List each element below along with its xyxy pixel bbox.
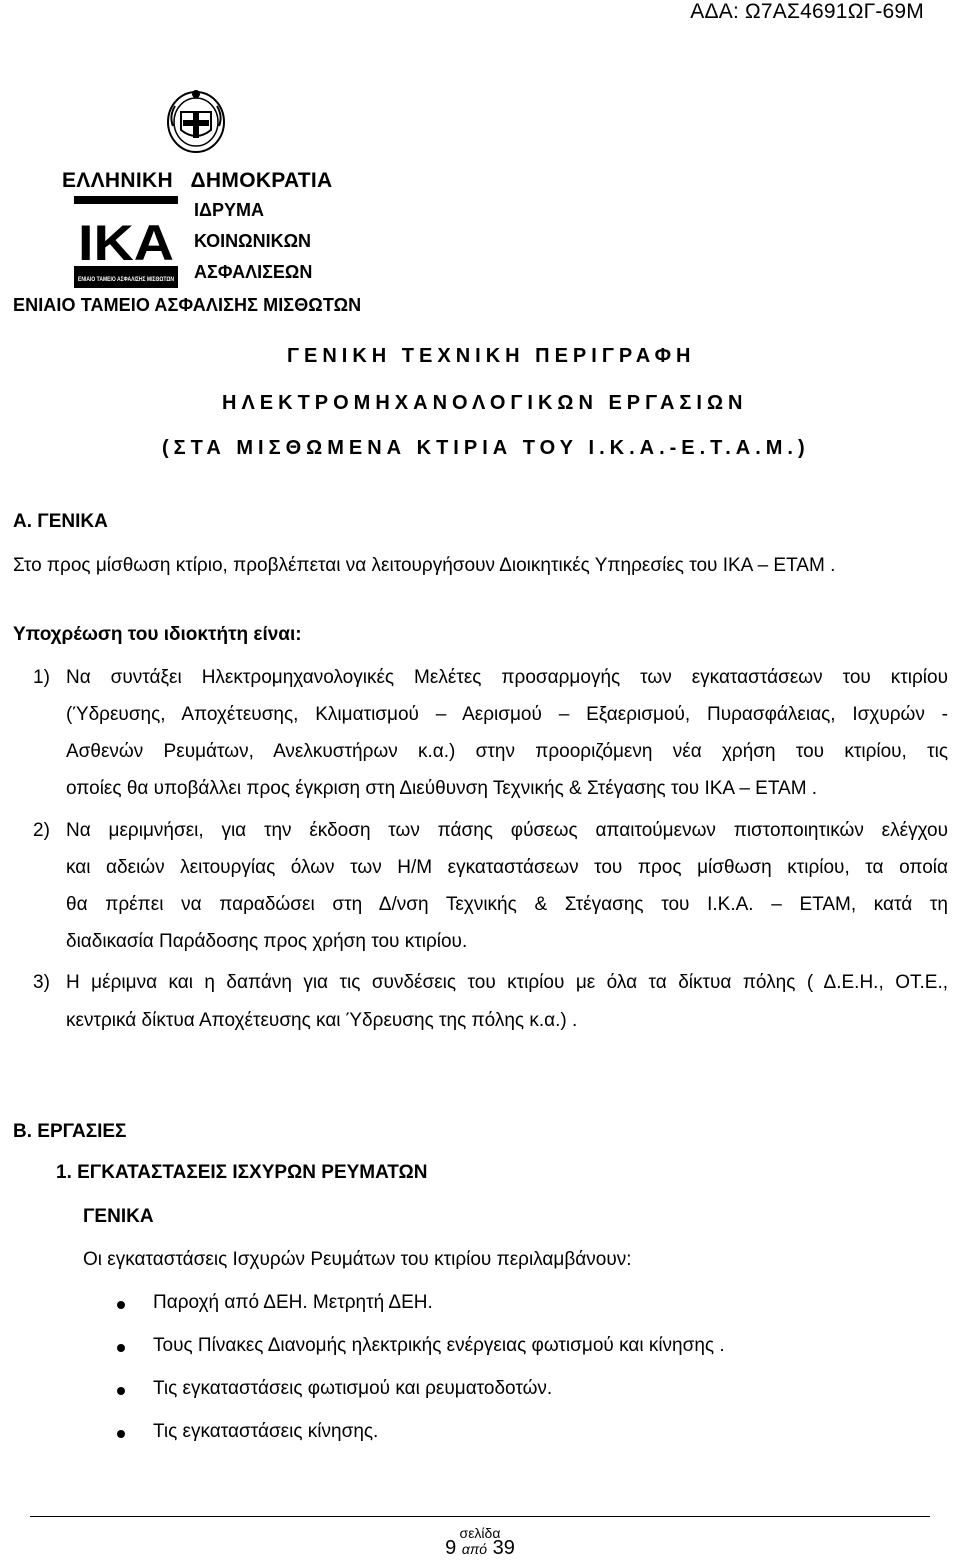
page-label: σελίδα [459,1525,501,1541]
item-3-number: 3) [33,972,50,993]
list-item: Τους Πίνακες Διανομής ηλεκτρικής ενέργειας φωτισμού και κίνησης . [153,1335,725,1356]
doc-title-line-2: ΗΛΕΚΤΡΟΜΗΧΑΝΟΛΟΓΙΚΩΝ ΕΡΓΑΣΙΩΝ [222,392,748,414]
item-1-line: (Ύδρευσης, Αποχέτευσης, Κλιματισμού – Αερισμού – Εξαερισμού, Πυρασφάλειας, Ισχυρών - [66,704,948,725]
bullet-icon [117,1344,125,1352]
page-of: από [461,1541,488,1557]
section-a-intro: Στο προς μίσθωση κτίριο, προβλέπεται να λειτουργήσουν Διοικητικές Υπηρεσίες του ΙΚΑ – ΕΤΑΜ . [13,555,836,576]
org-line-3: ΑΣΦΑΛΙΣΕΩΝ [194,262,313,282]
country-name: ΕΛΛΗΝΙΚΗ ΔΗΜΟΚΡΑΤΙΑ [62,169,333,192]
footer-divider [30,1516,930,1517]
page-current: 9 [445,1537,457,1559]
ada-code: ΑΔΑ: Ω7ΑΣ4691ΩΓ-69Μ [690,0,924,23]
fund-name: ΕΝΙΑΙΟ ΤΑΜΕΙΟ ΑΣΦΑΛΙΣΗΣ ΜΙΣΘΩΤΩΝ [13,295,362,315]
item-1-number: 1) [33,667,50,688]
section-a-heading: Α. ΓΕΝΙΚΑ [13,511,108,532]
doc-title-line-1: ΓΕΝΙΚΗ ΤΕΧΝΙΚΗ ΠΕΡΙΓΡΑΦΗ [287,345,696,367]
item-2-number: 2) [33,820,50,841]
bullet-icon [117,1430,125,1438]
org-line-2: ΚΟΙΝΩΝΙΚΩΝ [194,231,312,251]
item-3-line: Η μέριμνα και η δαπάνη για τις συνδέσεις του κτιρίου με όλα τα δίκτυα πόλης ( Δ.Ε.Η., ΟΤ.Ε., [66,972,948,993]
obligation-heading: Υποχρέωση του ιδιοκτήτη είναι: [13,624,302,645]
item-1-line: Να συντάξει Ηλεκτρομηχανολογικές Μελέτες προσαρμογής των εγκαταστάσεων του κτιρίου [66,667,948,688]
doc-title-line-3: (ΣΤΑ ΜΙΣΘΩΜΕΝΑ ΚΤΙΡΙΑ ΤΟΥ Ι.Κ.Α.-Ε.Τ.Α.Μ.) [162,437,810,459]
item-1-line: οποίες θα υποβάλλει προς έγκριση στη Διεύθυνση Τεχνικής & Στέγασης του ΙΚΑ – ΕΤΑΜ . [66,778,818,799]
item-3-line: κεντρικά δίκτυα Αποχέτευσης και Ύδρευσης της πόλης κ.α.) . [66,1010,578,1031]
section-b-subheading: 1. ΕΓΚΑΤΑΣΤΑΣΕΙΣ ΙΣΧΥΡΩΝ ΡΕΥΜΑΤΩΝ [56,1162,428,1183]
item-1-line: Ασθενών Ρευμάτων, Ανελκυστήρων κ.α.) στην προοριζόμενη νέα χρήση του κτιρίου, τις [66,741,948,762]
page-total: 39 [492,1537,515,1559]
item-2-line: θα πρέπει να παραδώσει στη Δ/νση Τεχνικής & Στέγασης του Ι.Κ.Α. – ΕΤΑΜ, κατά τη [66,894,948,915]
item-2-line: διαδικασία Παράδοσης προς χρήση του κτιρίου. [66,931,468,952]
list-item: Τις εγκαταστάσεις κίνησης. [153,1421,379,1442]
page-number [0,1537,960,1560]
org-line-1: ΙΔΡΥΜΑ [194,200,264,220]
svg-text:ΕΝΙΑΙΟ ΤΑΜΕΙΟ ΑΣΦΑΛΙΣΗΣ ΜΙΣΘΩΤ: ΕΝΙΑΙΟ ΤΑΜΕΙΟ ΑΣΦΑΛΙΣΗΣ ΜΙΣΘΩΤΩΝ [78,276,175,283]
svg-text:ΙΚΑ: ΙΚΑ [78,215,174,271]
item-2-line: Να μεριμνήσει, για την έκδοση των πάσης φύσεως απαιτούμενων πιστοποιητικών ελέγχου [66,820,948,841]
bullet-icon [117,1301,125,1309]
list-item: Τις εγκαταστάσεις φωτισμού και ρευματοδοτών. [153,1378,553,1399]
section-b-general: ΓΕΝΙΚΑ [83,1206,154,1227]
list-item: Παροχή από ΔΕΗ. Μετρητή ΔΕΗ. [153,1292,433,1313]
greek-seal-icon [165,86,227,154]
bullet-icon [117,1387,125,1395]
ika-logo [74,196,178,288]
item-2-line: και αδειών λειτουργίας όλων των Η/Μ εγκαταστάσεων του προς μίσθωση κτιρίου, τα οποία [66,857,948,878]
section-b-heading: Β. ΕΡΓΑΣΙΕΣ [13,1121,127,1142]
section-b-intro: Οι εγκαταστάσεις Ισχυρών Ρευμάτων του κτιρίου περιλαμβάνουν: [83,1249,632,1270]
